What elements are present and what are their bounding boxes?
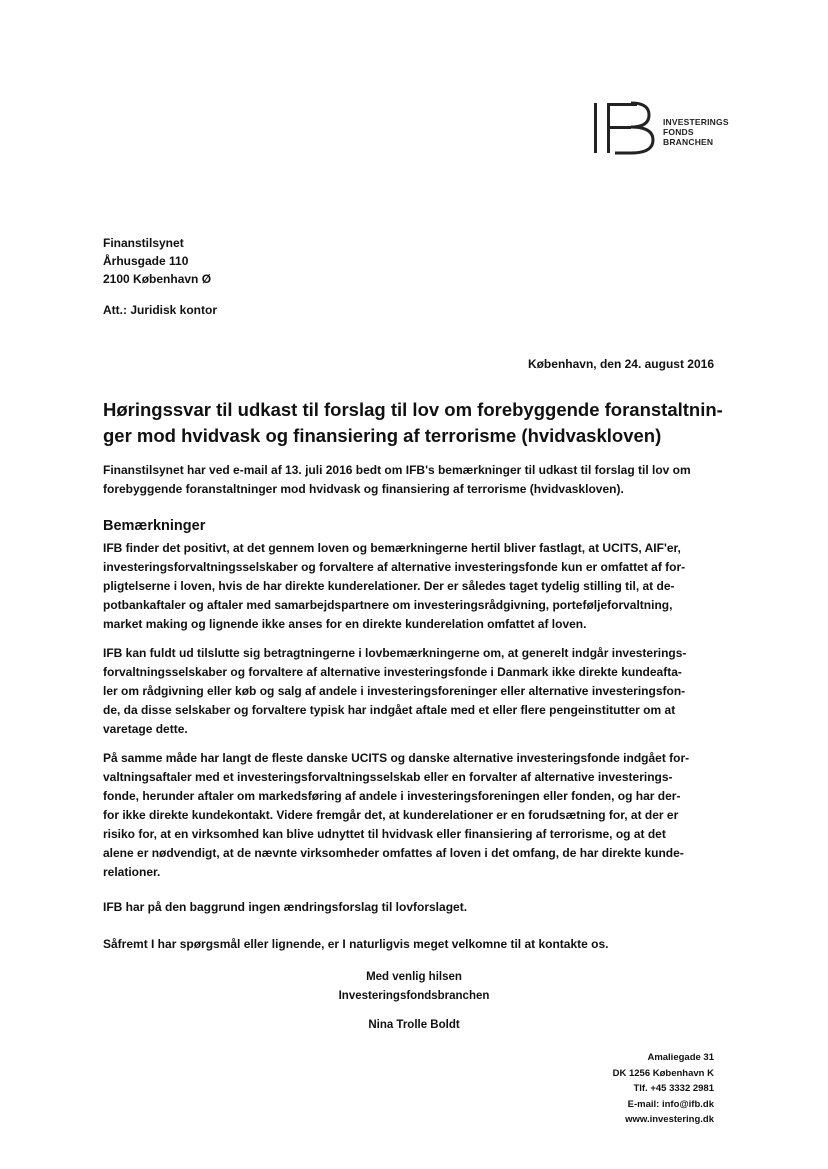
recipient-city: 2100 København Ø	[103, 272, 212, 286]
body-paragraph-3	[103, 749, 723, 882]
ifb-logo	[591, 100, 731, 158]
signoff-greeting: Med venlig hilsen	[366, 971, 462, 983]
footer-email[interactable]: E-mail: info@ifb.dk	[627, 1098, 714, 1110]
text-line: pligtelserne i loven, hvis de har direkte kunderelationer. Der er således taget tydelig stilling til, at de-	[103, 579, 675, 593]
text-line: fonde, herunder aftaler om markedsføring af andele i investeringsforeningen eller fonden, og har der-	[103, 789, 681, 803]
text-line: potbankaftaler og aftaler med samarbejdspartnere om investeringsrådgivning, porteføljeforvaltning,	[103, 598, 673, 612]
logo-line-3: BRANCHEN	[663, 137, 714, 147]
ifb-logo-mark	[591, 100, 661, 158]
recipient-name: Finanstilsynet	[103, 236, 184, 250]
text-line: IFB har på den baggrund ingen ændringsforslag til lovforslaget.	[103, 900, 468, 914]
recipient-street: Århusgade 110	[103, 254, 189, 268]
footer-street: Amaliegade 31	[647, 1052, 714, 1063]
text-line: market making og lignende ikke anses for en direkte kunderelation omfattet af loven.	[103, 617, 587, 631]
body-paragraph-5	[103, 935, 723, 954]
letter-date: København, den 24. august 2016	[527, 357, 714, 371]
logo-wordmark	[663, 117, 729, 147]
logo-line-1: INVESTERINGS	[663, 117, 729, 127]
text-line: forvaltningsselskaber og forvaltere af alternative investeringsfonde i Danmark ikke direkte kundeafta-	[103, 665, 682, 679]
body-paragraph-2	[103, 644, 723, 739]
footer-website[interactable]: www.investering.dk	[625, 1114, 714, 1125]
text-line: Finanstilsynet har ved e-mail af 13. juli 2016 bedt om IFB's bemærkninger til udkast til forslag til lov om	[103, 463, 691, 477]
signoff-block	[0, 968, 828, 1006]
text-line: ler om rådgivning eller køb og salg af andele i investeringsforeninger eller alternative investeringsfon-	[103, 684, 686, 698]
section-heading: Bemærkninger	[103, 518, 206, 534]
body-paragraph-1	[103, 539, 723, 634]
text-line: alene er nødvendigt, at de nævnte virksomheder omfattes af loven i det omfang, de har direkte kunde-	[103, 846, 684, 860]
recipient-address	[103, 234, 211, 288]
text-line: valtningsaftaler med et investeringsforvaltningsselskab eller en forvalter af alternative investerings-	[103, 770, 673, 784]
text-line: risiko for, at en virksomhed kan blive udnyttet til hvidvask eller finansiering af terrorisme, og at det	[103, 827, 666, 841]
text-line: de, da disse selskaber og forvaltere typisk har indgået aftale med et eller flere pengeinstitutter om at	[103, 703, 676, 717]
text-line: IFB finder det positivt, at det gennem loven og bemærkningerne hertil bliver fastlagt, at UCITS, AIF'er,	[103, 541, 681, 555]
footer-contact	[613, 1050, 714, 1128]
letter-title	[103, 397, 723, 449]
title-line: Høringssvar til udkast til forslag til lov om forebyggende foranstaltnin-	[103, 399, 723, 420]
text-line: investeringsforvaltningsselskaber og forvaltere af alternative investeringsfonde kun er omfattet af for-	[103, 560, 686, 574]
footer-city: DK 1256 København K	[612, 1067, 714, 1079]
text-line: Såfremt I har spørgsmål eller lignende, er I naturligvis meget velkomne til at kontakte os.	[103, 937, 609, 951]
signoff-name: Nina Trolle Boldt	[368, 1019, 460, 1031]
text-line: varetage dette.	[103, 722, 188, 736]
signoff-org: Investeringsfondsbranchen	[338, 990, 490, 1002]
text-line: relationer.	[103, 865, 161, 879]
body-paragraph-4	[103, 898, 723, 917]
logo-line-2: FONDS	[663, 127, 694, 137]
text-line: forebyggende foranstaltninger mod hvidvask og finansiering af terrorisme (hvidvaskloven).	[103, 482, 624, 496]
title-line: ger mod hvidvask og finansiering af terrorisme (hvidvaskloven)	[103, 425, 662, 446]
text-line: for ikke direkte kundekontakt. Videre fremgår det, at kunderelationer er en forudsætning for, at der er	[103, 808, 679, 822]
intro-paragraph	[103, 461, 723, 499]
recipient-att: Att.: Juridisk kontor	[103, 303, 218, 317]
text-line: IFB kan fuldt ud tilslutte sig betragtningerne i lovbemærkningerne om, at generelt indgår investerings-	[103, 646, 687, 660]
footer-phone: Tlf. +45 3332 2981	[633, 1083, 714, 1094]
text-line: På samme måde har langt de fleste danske UCITS og danske alternative investeringsfonde indgået for-	[103, 751, 690, 765]
